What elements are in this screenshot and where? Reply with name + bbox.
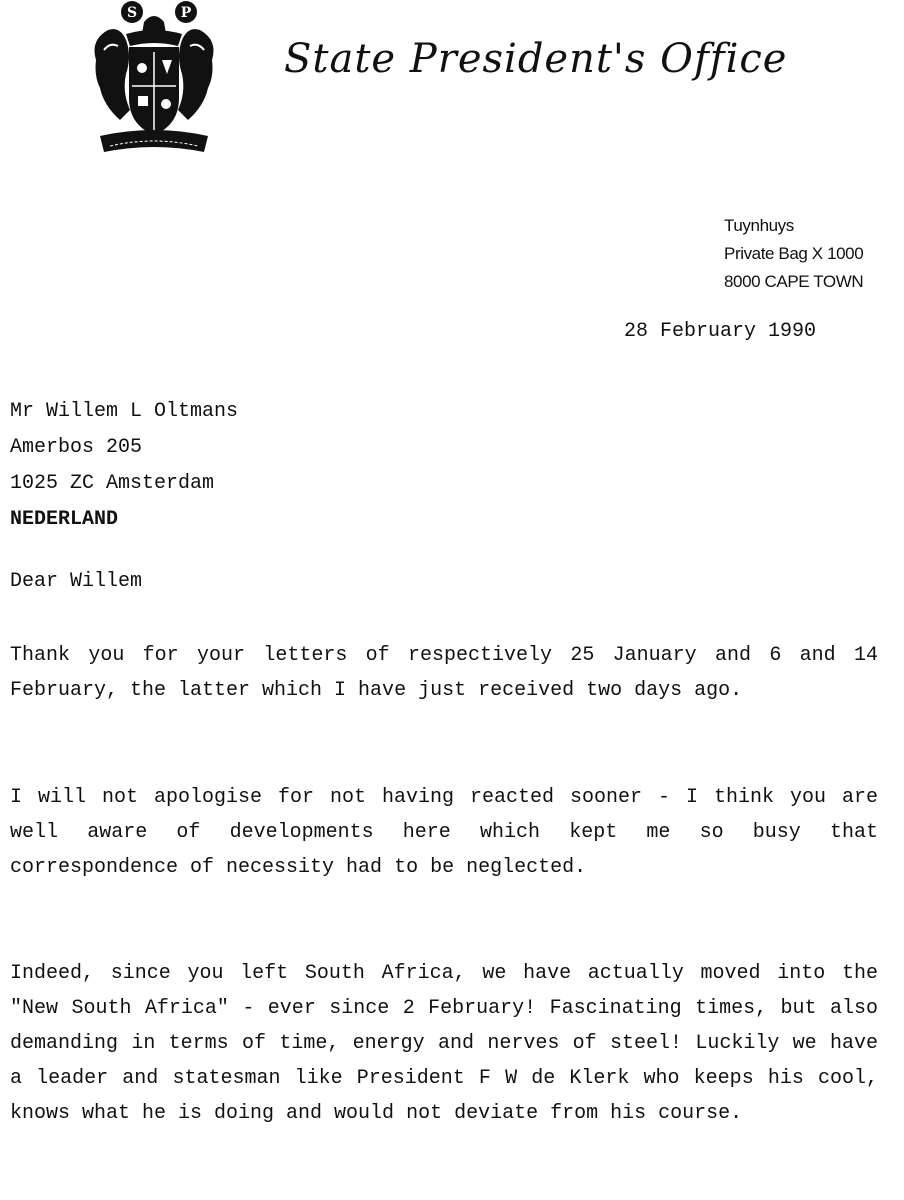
- address-line-2: Private Bag X 1000: [724, 244, 864, 263]
- address-line-1: Tuynhuys: [724, 216, 794, 235]
- address-line-3: 8000 CAPE TOWN: [724, 272, 864, 291]
- recipient-city: 1025 ZC Amsterdam: [10, 472, 215, 495]
- body-paragraph: I will not apologise for not having reacted sooner - I think you are well aware of developments here which kept me so busy that correspondence of necessity had to be neglected.: [10, 786, 878, 879]
- body-paragraph: Thank you for your letters of respectively 25 January and 6 and 14 February, the latter which I have just received two days ago.: [10, 644, 878, 702]
- salutation: Dear Willem: [10, 570, 143, 593]
- recipient-country: NEDERLAND: [10, 508, 119, 531]
- recipient-address: [10, 394, 238, 538]
- letter-date: 28 February 1990: [624, 320, 817, 343]
- svg-text:P: P: [180, 5, 192, 21]
- recipient-street: Amerbos 205: [10, 436, 143, 459]
- recipient-name: Mr Willem L Oltmans: [10, 400, 239, 423]
- svg-text:S: S: [126, 5, 138, 21]
- office-title: State President's Office: [284, 36, 788, 82]
- office-address: [724, 212, 863, 296]
- body-paragraph: Indeed, since you left South Africa, we have actually moved into the "New South Africa" - ever since 2 February! Fascinating times, but also demanding in terms of time, energy and nerves of steel! Luckily we have a leader and statesman like President F W de Klerk who keeps his cool, knows what he is doing and would not deviate from his course.: [10, 962, 878, 1125]
- coat-of-arms-icon: [86, 0, 222, 162]
